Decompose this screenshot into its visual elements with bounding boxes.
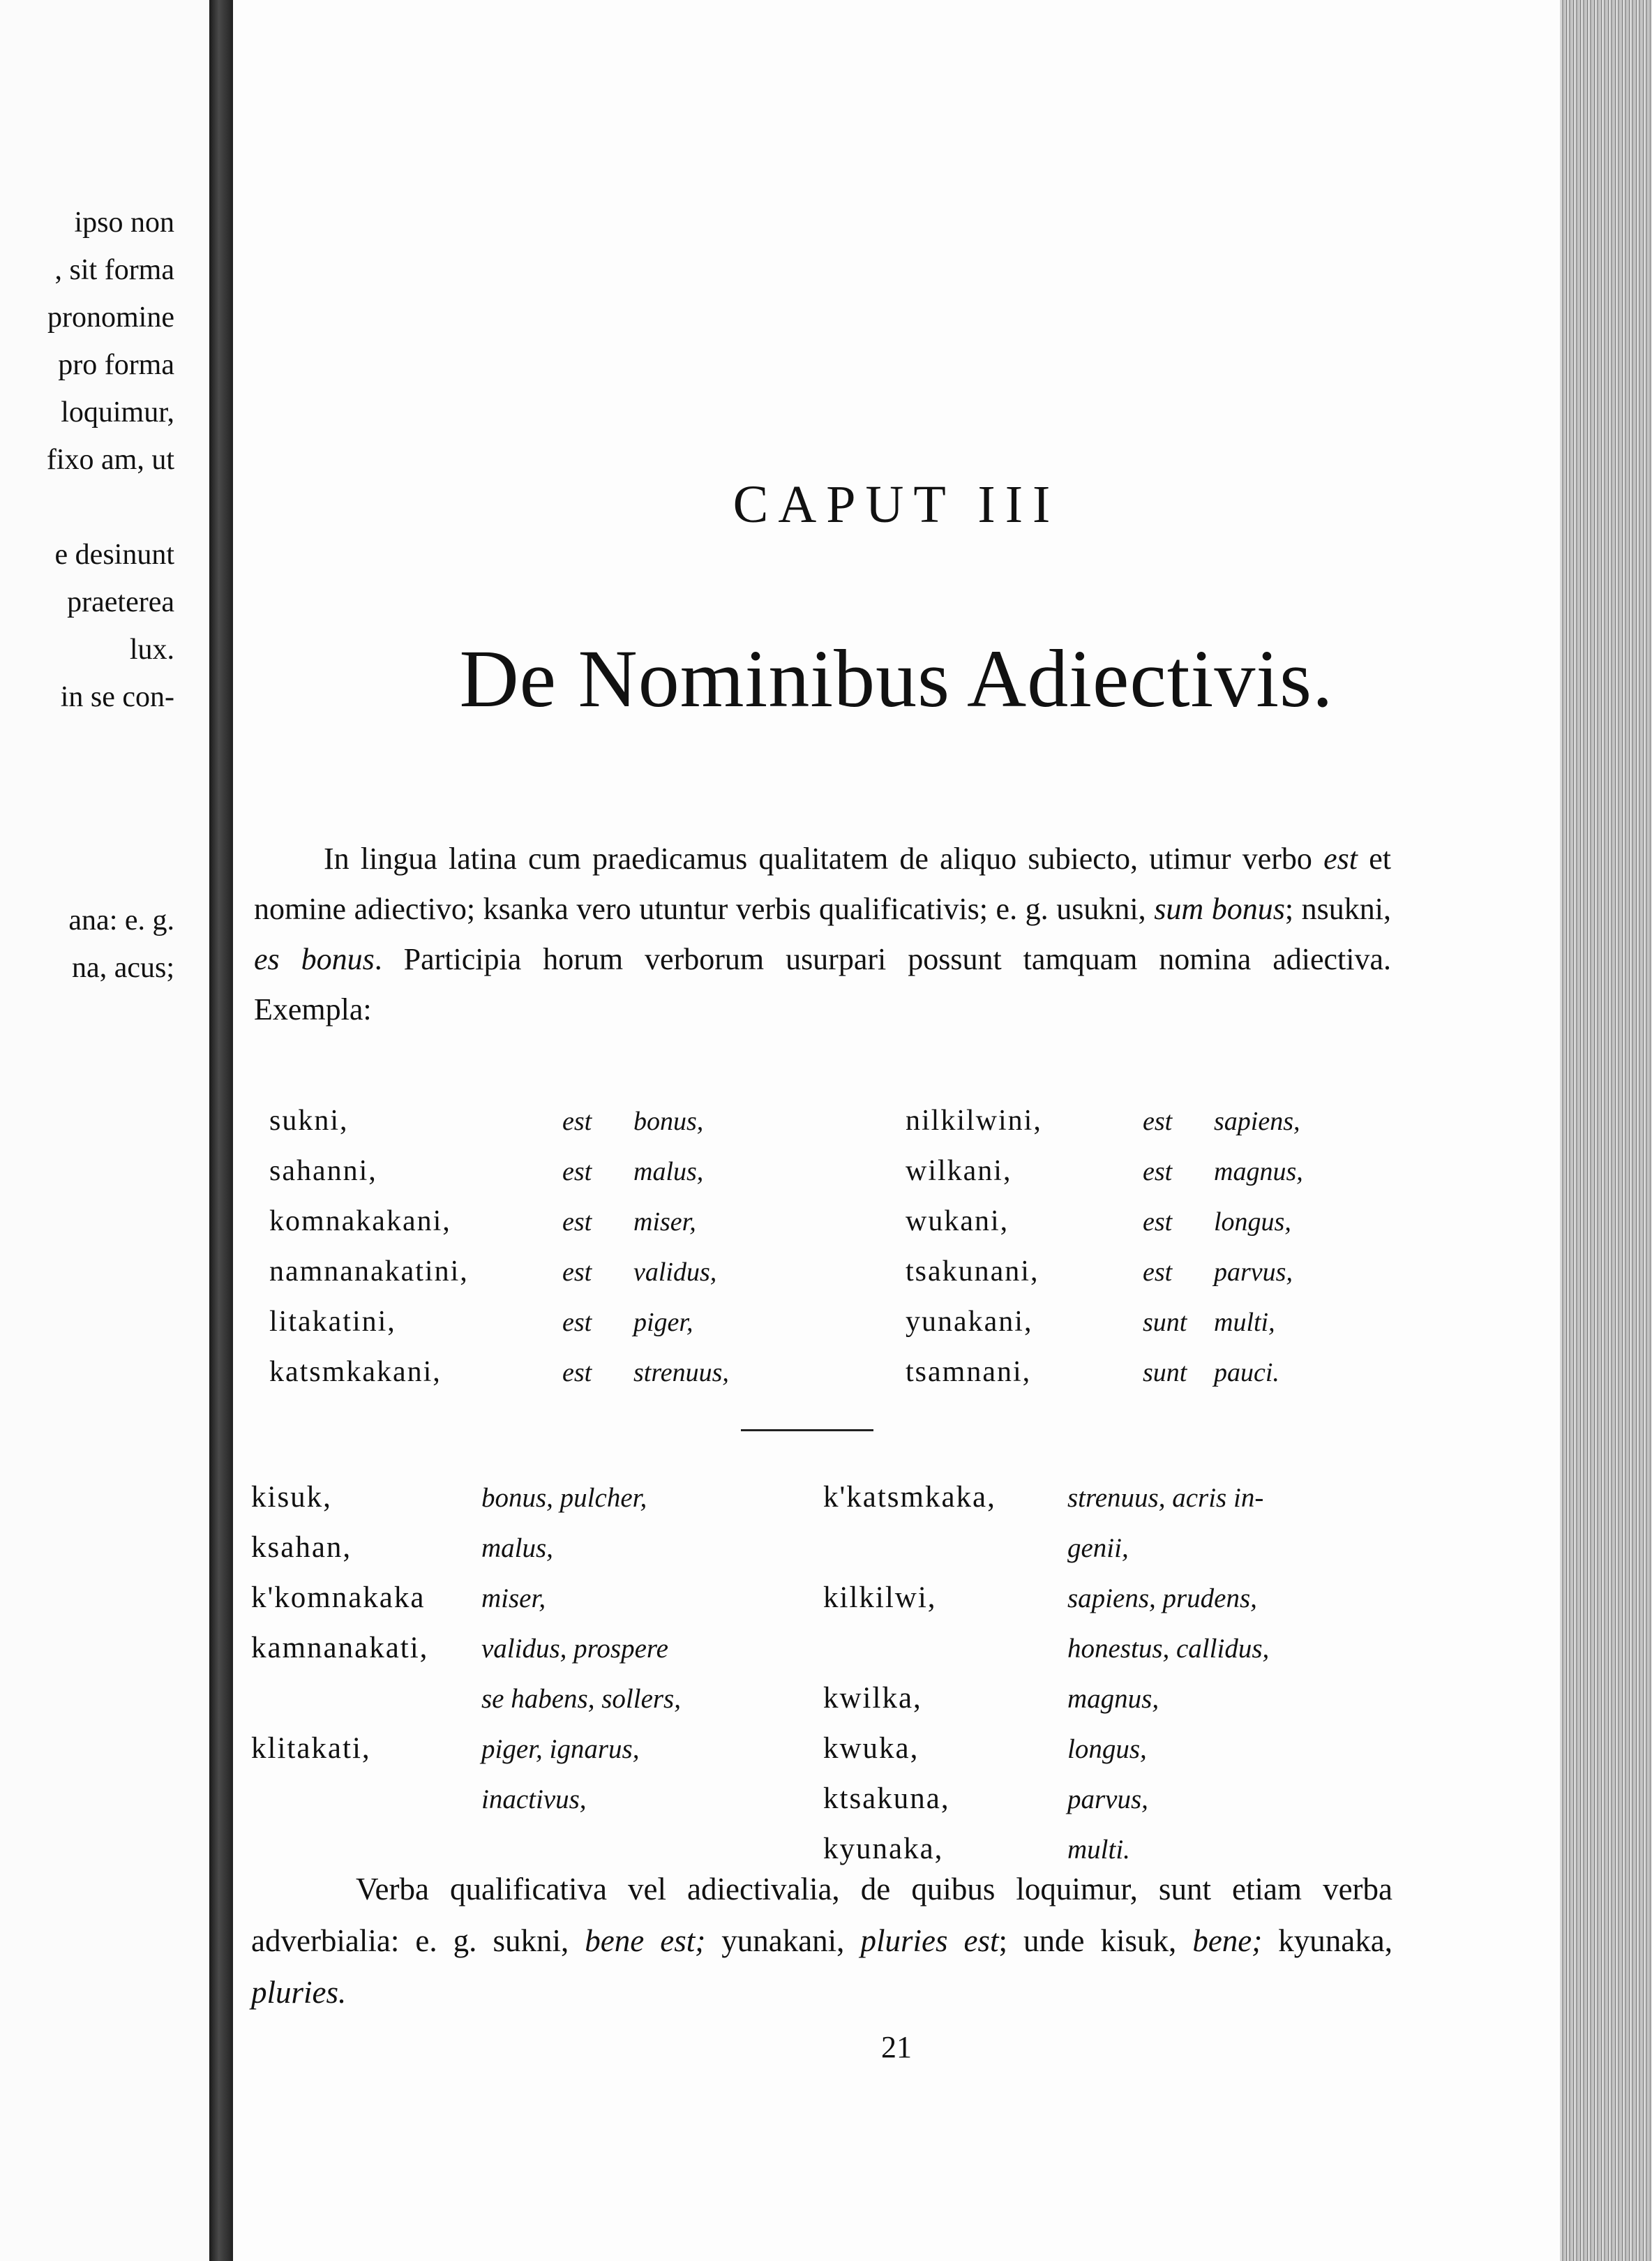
left-page-lines-top [0,199,174,721]
latin-term: bene est; [585,1923,706,1958]
intro-run: In lingua latina cum praedicamus qualitatem de aliquo subiecto, utimur verbo [324,842,1324,876]
left-line: e desinunt [54,539,174,571]
latin-gloss: validus, [633,1258,717,1287]
latin-gloss: genii, [1067,1533,1129,1563]
kootenai-word: sahanni, [269,1155,377,1187]
kootenai-word: kyunaka, [823,1833,944,1865]
vocab-row [251,1573,681,1623]
example-row [906,1246,1303,1297]
closing-paragraph [251,1863,1392,2018]
latin-copula: est [1143,1207,1173,1237]
left-line: , sit forma [54,254,174,286]
vocab-row [823,1724,1269,1774]
example-row [269,1096,729,1146]
closing-run: ; unde kisuk, [998,1923,1193,1958]
intro-run: . Participia horum verborum usurpari possunt tamquam nomina adiectiva. Exempla: [254,942,1392,1027]
example-row [906,1347,1303,1397]
latin-copula: est [562,1308,592,1337]
latin-gloss: strenuus, acris in- [1067,1483,1264,1513]
left-line: na, acus; [72,952,174,984]
latin-gloss: magnus, [1067,1684,1159,1714]
left-line-gap [0,484,174,531]
latin-gloss: malus, [633,1157,704,1186]
latin-term: es bonus [254,942,375,976]
vocab-row [251,1774,681,1824]
closing-text [251,1863,1392,2018]
vocab-row [823,1472,1269,1523]
kootenai-word: ksahan, [251,1531,352,1564]
latin-term: pluries est [860,1923,999,1958]
latin-copula: sunt [1143,1358,1187,1387]
section-divider [741,1429,873,1431]
latin-gloss: miser, [633,1207,696,1237]
kootenai-word: klitakati, [251,1732,371,1765]
kootenai-word: litakatini, [269,1306,396,1338]
latin-copula: est [1143,1107,1173,1136]
latin-gloss: malus, [481,1533,553,1563]
kootenai-word: namnanakatini, [269,1255,469,1288]
kootenai-word: ktsakuna, [823,1782,950,1815]
left-line: ana: e. g. [68,904,174,937]
latin-gloss: piger, ignarus, [481,1734,640,1764]
examples-left-column [269,1096,729,1397]
kootenai-word: wukani, [906,1205,1009,1237]
latin-gloss: longus, [1067,1734,1147,1764]
latin-gloss: pauci. [1214,1358,1279,1387]
left-line: lux. [129,634,174,666]
latin-gloss: miser, [481,1583,546,1613]
latin-term: pluries. [251,1975,347,2010]
left-line: pro forma [58,349,174,381]
closing-run: yunakani, [705,1923,861,1958]
examples-right-column [906,1096,1303,1397]
vocab-row [823,1573,1269,1623]
latin-copula: est [562,1157,592,1186]
latin-copula: est [562,1107,592,1136]
left-page-lines-bottom [0,897,174,992]
vocab-right-column [823,1472,1269,1874]
latin-copula: est [562,1207,592,1237]
vocab-row [251,1623,681,1673]
kootenai-word: kwuka, [823,1732,919,1765]
kootenai-word: tsamnani, [906,1356,1032,1388]
book-gutter [209,0,233,2261]
example-row [269,1347,729,1397]
latin-gloss: se habens, sollers, [481,1684,681,1714]
vocab-row [251,1523,681,1573]
vocab-row [823,1673,1269,1724]
kootenai-word: kisuk, [251,1481,332,1514]
kootenai-word: kilkilwi, [823,1581,937,1614]
left-line: in se con- [60,681,174,713]
example-row [906,1146,1303,1196]
chapter-heading: CAPUT III [733,475,1060,534]
latin-gloss: multi, [1214,1308,1275,1337]
intro-paragraph [254,834,1391,1035]
intro-run: ; nsukni, [1284,892,1391,926]
vocab-row [823,1623,1269,1673]
kootenai-word: k'komnakaka [251,1581,426,1614]
latin-gloss: multi. [1067,1835,1130,1865]
closing-run: Verba qualificativa vel adiectivalia, de quibus loquimur, sunt etiam verba adverbialia: e. g. sukni, [251,1872,1392,1958]
left-line: fixo am, ut [46,444,174,476]
latin-gloss: longus, [1214,1207,1291,1237]
latin-copula: est [562,1358,592,1387]
kootenai-word: komnakakani, [269,1205,451,1237]
latin-gloss: bonus, [633,1107,704,1136]
latin-gloss: sapiens, [1214,1107,1300,1136]
latin-copula: sunt [1143,1308,1187,1337]
latin-gloss: inactivus, [481,1784,587,1814]
closing-run: kyunaka, [1262,1923,1392,1958]
latin-gloss: sapiens, prudens, [1067,1583,1257,1613]
latin-copula: est [562,1258,592,1287]
page-number: 21 [881,2030,912,2064]
kootenai-word: tsakunani, [906,1255,1039,1288]
page-title: De Nominibus Adiectivis. [459,633,1334,724]
latin-gloss: validus, prospere [481,1634,668,1664]
example-row [269,1297,729,1347]
left-line: ipso non [74,207,174,239]
kootenai-word: katsmkakani, [269,1356,442,1388]
latin-gloss: honestus, callidus, [1067,1634,1270,1664]
kootenai-word: kwilka, [823,1682,922,1715]
example-row [906,1096,1303,1146]
latin-gloss: bonus, pulcher, [481,1483,647,1513]
latin-copula: est [1143,1157,1173,1186]
vocab-row [251,1724,681,1774]
latin-term: est [1323,842,1358,876]
left-line: loquimur, [61,396,174,428]
left-line: pronomine [47,301,174,334]
latin-term: bene; [1192,1923,1263,1958]
latin-gloss: parvus, [1214,1258,1293,1287]
latin-term: sum bonus [1154,892,1285,926]
example-row [269,1146,729,1196]
intro-run: et nomine adiectivo; ksanka vero utuntur verbis qualificativis; e. g. usukni, [254,842,1391,926]
example-row [906,1297,1303,1347]
latin-gloss: piger, [633,1308,693,1337]
book-page [233,0,1560,2261]
left-page-fragment [0,0,209,2261]
latin-gloss: magnus, [1214,1157,1303,1186]
example-row [269,1196,729,1246]
latin-copula: est [1143,1258,1173,1287]
kootenai-word: k'katsmkaka, [823,1481,996,1514]
page-edges [1560,0,1652,2261]
vocab-left-column [251,1472,681,1824]
vocab-row [251,1472,681,1523]
vocab-row [823,1774,1269,1824]
vocab-row [823,1523,1269,1573]
kootenai-word: nilkilwini, [906,1105,1042,1137]
kootenai-word: sukni, [269,1105,349,1137]
latin-gloss: parvus, [1067,1784,1148,1814]
kootenai-word: wilkani, [906,1155,1012,1187]
vocab-row [251,1673,681,1724]
latin-gloss: strenuus, [633,1358,729,1387]
example-row [269,1246,729,1297]
example-row [906,1196,1303,1246]
intro-text [254,834,1391,1035]
left-line: praeterea [67,586,174,618]
kootenai-word: yunakani, [906,1306,1033,1338]
kootenai-word: kamnanakati, [251,1632,429,1664]
